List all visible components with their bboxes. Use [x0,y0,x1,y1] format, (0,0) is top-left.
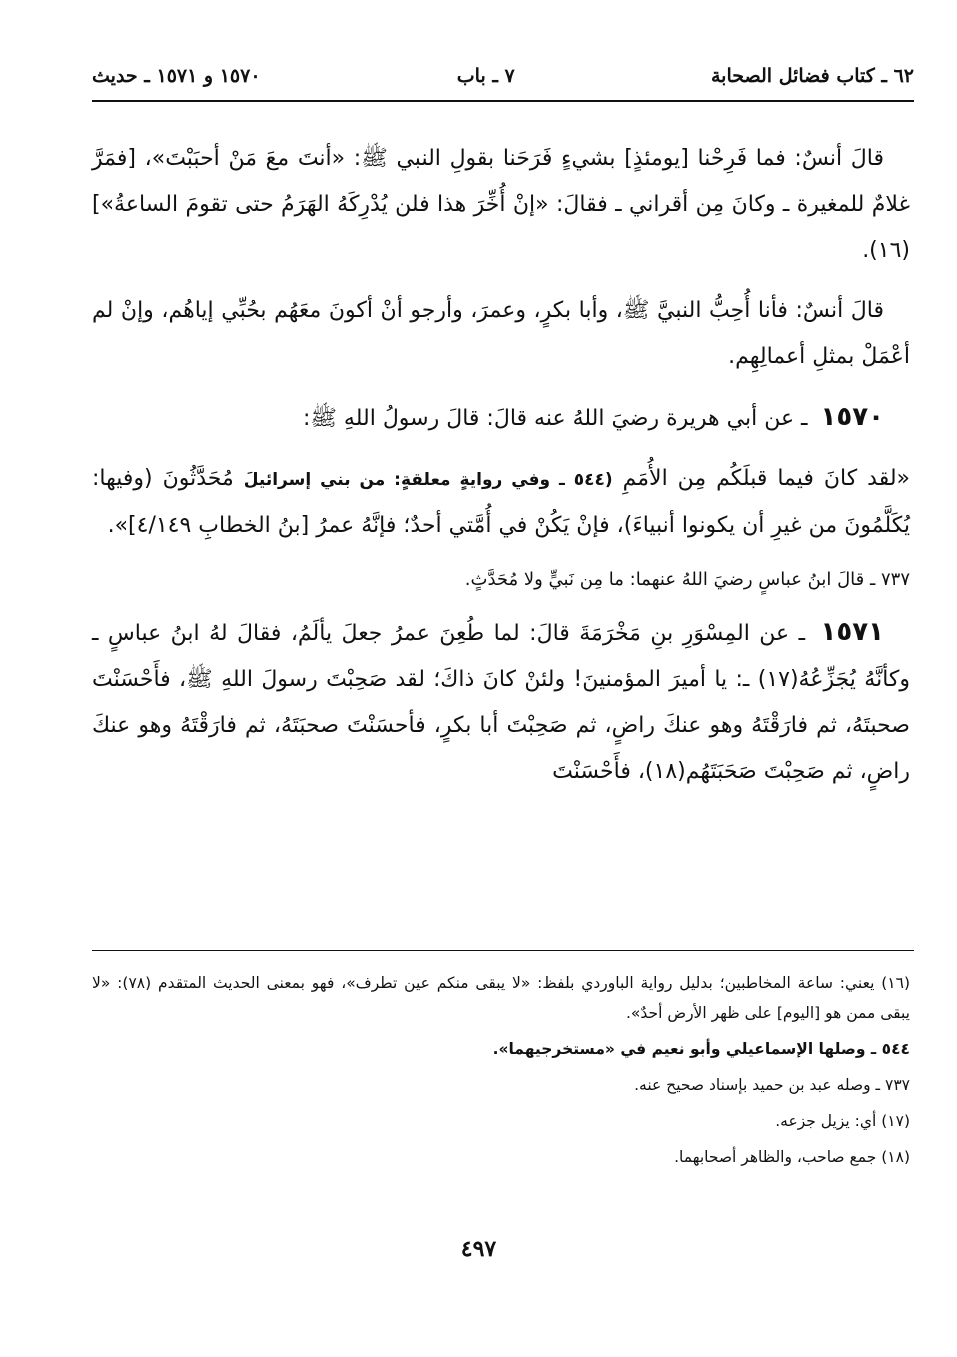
paragraph-anas-2: قالَ أنسٌ: فأنا أُحِبُّ النبيَّ ﷺ، وأبا بكرٍ، وعمرَ، وأرجو أنْ أكونَ معَهُم بحُبِّي إياهُم، وإنْ لم أعْمَلْ بمثلِ أعمالِهِم. [92,298,910,369]
footnote-737: ٧٣٧ ـ وصله عبد بن حميد بإسناد صحيح عنه. [634,1076,910,1094]
footnote-18: (١٨) جمع صاحب، والظاهر أصحابهما. [674,1148,910,1166]
running-header [92,58,914,94]
hadith-intro: ـ عن أبي هريرة رضيَ اللهُ عنه قالَ: قالَ رسولُ اللهِ ﷺ: [302,406,808,431]
hadith-number: ١٥٧٠ [820,402,884,432]
footnotes [92,968,910,1178]
hadith-number: ١٥٧١ [820,617,884,647]
main-text [92,136,910,809]
footnote-17: (١٧) أي: يزيل جزعه. [775,1112,910,1130]
hadith-text-part: «لقد كانَ فيما قبلَكُم مِن الأُمَمِ [622,466,911,491]
hadith-variant-note: (٥٤٤ ـ وفي روايةٍ معلقةٍ: من بني إسرائيلَ [243,470,613,490]
footnote-16: (١٦) يعني: ساعة المخاطبين؛ بدليل رواية الباوردي بلفظ: «لا يبقى منكم عين تطرف»، فهو بمعنى الحديث المتقدم (٧٨): «لا يبقى ممن هو [اليوم] على ظهر الأرض أحدٌ». [92,974,910,1022]
hadith-text-part: مُحَدَّثُونَ (وفيها: يُكَلَّمُونَ من غيرِ أن يكونوا أنبياءَ)، فإنْ يَكُنْ في أُمَّتي أحدٌ؛ فإنَّهُ عمرُ [بنُ الخطابِ ٤/١٤٩]». [92,466,910,538]
hadith-1571 [92,609,910,795]
hadith-1570-text [92,456,910,549]
hadith-1570-heading [92,394,910,442]
note-737: ٧٣٧ ـ قالَ ابنُ عباسٍ رضيَ اللهُ عنهما: ما مِن نَبيٍّ ولا مُحَدَّثٍ. [464,569,910,590]
footnote-544: ٥٤٤ ـ وصلها الإسماعيلي وأبو نعيم في «مستخرجيهما». [492,1040,910,1058]
page-number: ٤٩٧ [460,1236,497,1262]
header-divider [92,100,914,102]
footnote-divider [92,950,914,951]
paragraph-anas-1: قالَ أنسٌ: فما فَرِحْنا [يومئذٍ] بشيءٍ فَرَحَنا بقولِ النبي ﷺ: «أنتَ معَ مَنْ أحبَبْتَ»، [فمَرَّ غلامٌ للمغيرة ـ وكانَ مِن أقراني ـ فقالَ: «إنْ أُخِّرَ هذا فلن يُدْرِكَهُ الهَرَمُ حتى تقومَ الساعةُ»](١٦). [92,146,910,263]
hadith-text: ـ عن المِسْوَرِ بنِ مَخْرَمَةَ قالَ: لما طُعِنَ عمرُ جعلَ يألَمُ، فقالَ لهُ ابنُ عباسٍ ـ وكأنَّهُ يُجَزِّعُهُ(١٧) ـ: يا أميرَ المؤمنينَ! ولئنْ كانَ ذاكَ؛ لقد صَحِبْتَ رسولَ اللهِ ﷺ، فأَحْسَنْتَ صحبتَهُ، ثم فارَقْتَهُ وهو عنكَ راضٍ، ثم صَحِبْتَ أبا بكرٍ، فأحسَنْتَ صحبَتَهُ، ثم فارَقْتَهُ وهو عنكَ راضٍ، ثم صَحِبْتَ صَحَبَتَهُم(١٨)، فأَحْسَنْتَ [92,621,910,784]
header-book-title: ٦٢ ـ كتاب فضائل الصحابة [711,65,914,87]
header-chapter: ٧ ـ باب [456,65,515,87]
header-hadith-range: ١٥٧٠ و ١٥٧١ ـ حديث [92,65,261,87]
